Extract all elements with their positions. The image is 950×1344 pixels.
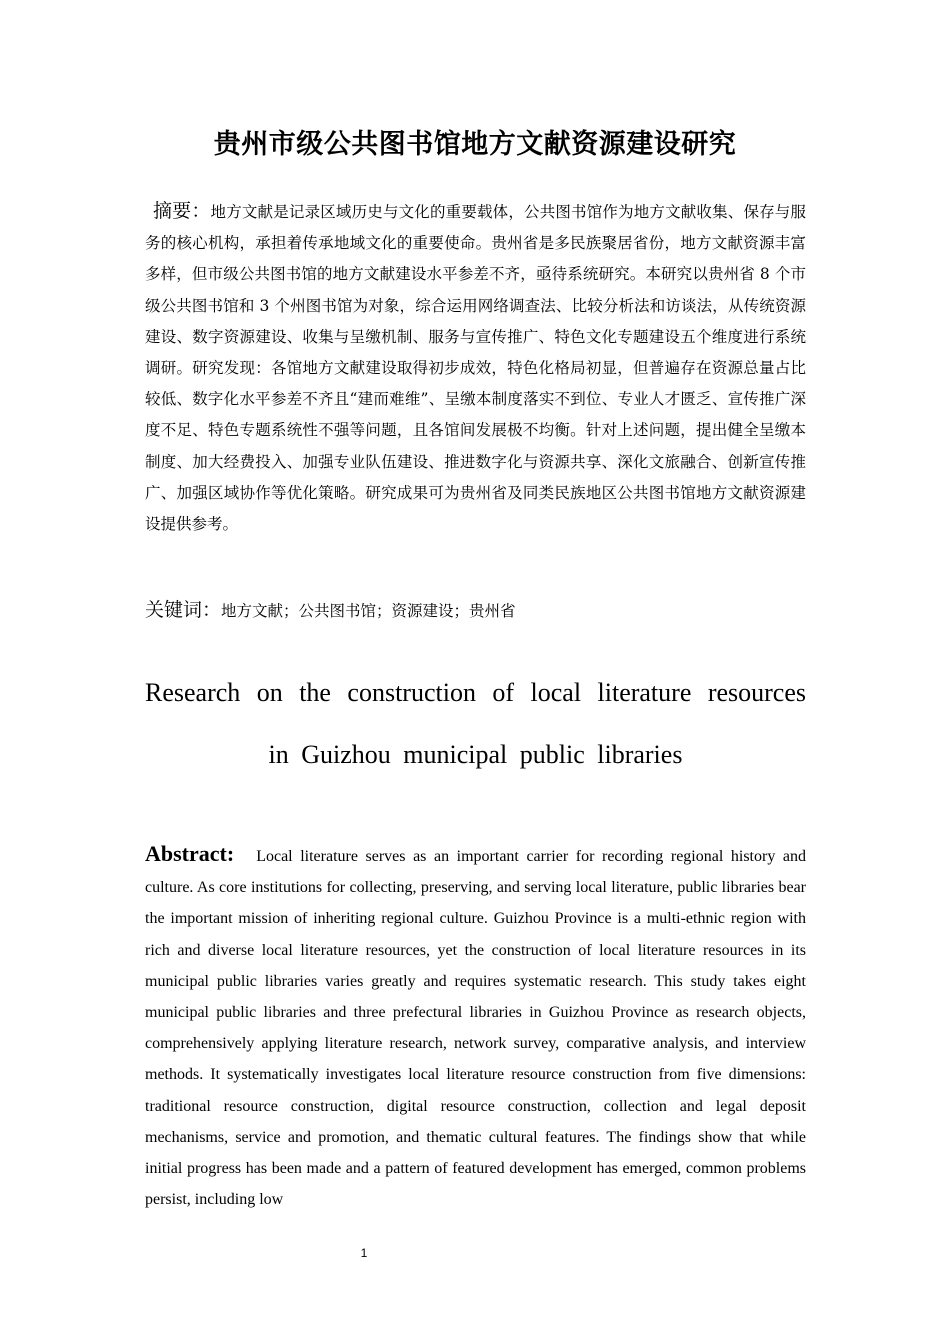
chinese-keywords-text: 地方文献；公共图书馆；资源建设；贵州省	[221, 602, 516, 620]
english-title: Research on the construction of local literature resources in Guizhou municipal public libraries	[145, 678, 806, 769]
chinese-keywords-label: 关键词：	[145, 599, 222, 621]
page-number: 1	[360, 1246, 368, 1260]
chinese-abstract-label: 摘要：	[153, 200, 211, 222]
english-abstract-text: Local literature serves as an important carrier for recording regional history and culture. As core institutions for collecting, preserving, and serving local literature, public libraries bear the important mission of inheriting regional culture. Guizhou Province is a multi-ethnic region with rich and diverse local literature resources, yet the construction of local literature resources in its municipal public libraries varies greatly and requires systematic research. This study takes eight municipal public libraries and three prefectural libraries in Guizhou Province as research objects, comprehensively applying literature research, network survey, comparative analysis, and interview methods. It systematically investigates local literature resource construction from five dimensions: traditional resource construction, digital resource construction, collection and legal deposit mechanisms, service and promotion, and thematic cultural features. The findings show that while initial progress has been made and a pattern of featured development has emerged, common problems persist, including low	[145, 848, 806, 1209]
chinese-keywords	[145, 595, 806, 627]
chinese-abstract	[145, 196, 806, 540]
english-abstract	[145, 838, 806, 1215]
chinese-abstract-text: 地方文献是记录区域历史与文化的重要载体，公共图书馆作为地方文献收集、保存与服务的核心机构，承担着传承地域文化的重要使命。贵州省是多民族聚居省份，地方文献资源丰富多样，但市级公共图书馆的地方文献建设水平参差不齐，亟待系统研究。本研究以贵州省 8 个市级公共图书馆和 3 个州图书馆为对象，综合运用网络调查法、比较分析法和访谈法，从传统资源建设、数字资源建设、收集与呈缴机制、服务与宣传推广、特色文化专题建设五个维度进行系统调研。研究发现：各馆地方文献建设取得初步成效，特色化格局初显，但普遍存在资源总量占比较低、数字化水平参差不齐且“建而难维”、呈缴本制度落实不到位、专业人才匮乏、宣传推广深度不足、特色专题系统性不强等问题，且各馆间发展极不均衡。针对上述问题，提出健全呈缴本制度、加大经费投入、加强专业队伍建设、推进数字化与资源共享、深化文旅融合、创新宣传推广、加强区域协作等优化策略。研究成果可为贵州省及同类民族地区公共图书馆地方文献资源建设提供参考。	[145, 203, 806, 534]
english-abstract-label: Abstract:	[145, 841, 235, 866]
chinese-title: 贵州市级公共图书馆地方文献资源建设研究	[213, 129, 737, 160]
